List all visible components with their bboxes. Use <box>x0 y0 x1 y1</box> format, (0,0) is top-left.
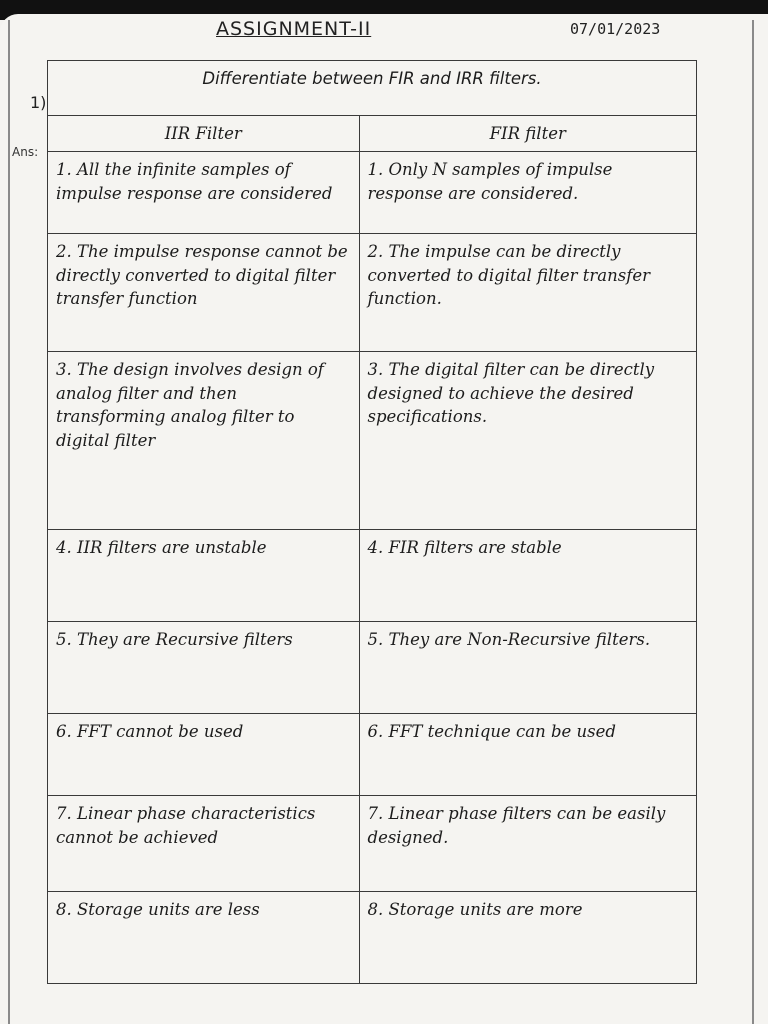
table-row <box>48 234 697 352</box>
fir-cell: 7. Linear phase filters can be easily designed. <box>359 796 696 892</box>
iir-cell: 3. The design involves design of analog filter and then transforming analog filter to digital filter <box>48 352 360 530</box>
iir-cell: 6. FFT cannot be used <box>48 714 360 796</box>
fir-cell: 6. FFT technique can be used <box>359 714 696 796</box>
iir-cell: 2. The impulse response cannot be directly converted to digital filter transfer function <box>48 234 360 352</box>
table-row <box>48 622 697 714</box>
iir-cell: 4. IIR filters are unstable <box>48 530 360 622</box>
table-row <box>48 796 697 892</box>
assignment-title: ASSIGNMENT-II <box>216 18 372 40</box>
iir-cell: 7. Linear phase characteristics cannot be achieved <box>48 796 360 892</box>
assignment-date: 07/01/2023 <box>570 20 661 38</box>
right-edge-line <box>752 20 754 1024</box>
fir-cell: 2. The impulse can be directly converted to digital filter transfer function. <box>359 234 696 352</box>
question-text: Differentiate between FIR and IRR filters. <box>48 61 697 116</box>
fir-cell: 5. They are Non-Recursive filters. <box>359 622 696 714</box>
fir-cell: 1. Only N samples of impulse response are considered. <box>359 152 696 234</box>
table-header-row <box>48 116 697 152</box>
table-row <box>48 892 697 984</box>
iir-cell: 8. Storage units are less <box>48 892 360 984</box>
question-row <box>48 61 697 116</box>
margin-line <box>8 20 10 1024</box>
comparison-table <box>47 60 697 984</box>
question-number: 1) <box>30 93 47 112</box>
iir-cell: 1. All the infinite samples of impulse response are considered <box>48 152 360 234</box>
column-header-iir: IIR Filter <box>48 116 360 152</box>
table-row <box>48 530 697 622</box>
table-row <box>48 152 697 234</box>
fir-cell: 4. FIR filters are stable <box>359 530 696 622</box>
table-row <box>48 714 697 796</box>
table-row <box>48 352 697 530</box>
answer-marker: Ans: <box>12 145 39 159</box>
column-header-fir: FIR filter <box>359 116 696 152</box>
fir-cell: 3. The digital filter can be directly designed to achieve the desired specifications. <box>359 352 696 530</box>
iir-cell: 5. They are Recursive filters <box>48 622 360 714</box>
fir-cell: 8. Storage units are more <box>359 892 696 984</box>
